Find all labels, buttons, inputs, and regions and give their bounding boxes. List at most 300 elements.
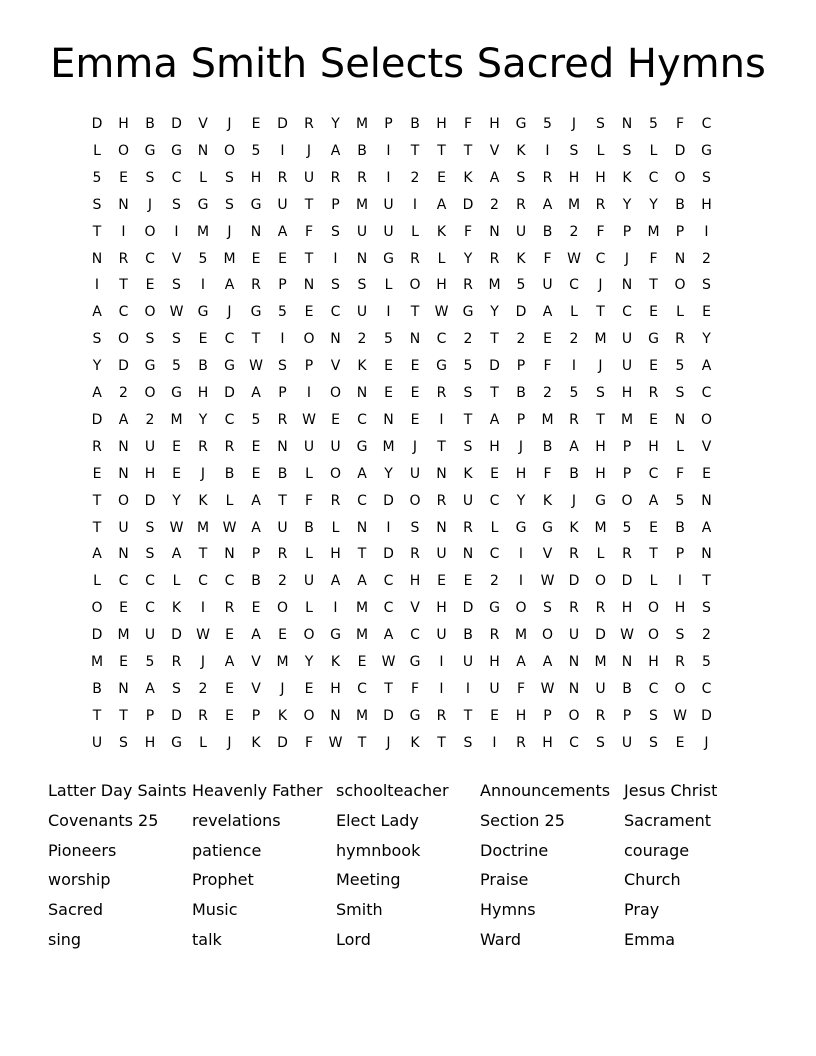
grid-letter: R bbox=[171, 654, 182, 670]
grid-letter: R bbox=[675, 654, 685, 670]
grid-letter: N bbox=[224, 546, 235, 563]
grid-letter: 2 bbox=[278, 573, 287, 590]
grid-letter: N bbox=[277, 438, 288, 455]
grid-letter: K bbox=[251, 734, 261, 751]
grid-letter: T bbox=[437, 734, 446, 751]
grid-letter: N bbox=[674, 411, 686, 428]
grid-letter: F bbox=[516, 680, 526, 697]
grid-letter: O bbox=[91, 600, 103, 617]
grid-letter: S bbox=[410, 519, 420, 536]
grid-letter: T bbox=[649, 277, 658, 294]
grid-letter: K bbox=[463, 169, 473, 186]
grid-letter: S bbox=[675, 627, 685, 644]
grid-letter: 5 bbox=[251, 411, 261, 428]
grid-letter: J bbox=[704, 734, 709, 751]
grid-letter: M bbox=[276, 654, 289, 670]
grid-letter: 2 bbox=[516, 331, 526, 348]
grid-letter: A bbox=[224, 654, 235, 670]
grid-letter: E bbox=[251, 116, 261, 132]
grid-letter: E bbox=[225, 680, 234, 697]
grid-letter: S bbox=[145, 546, 155, 563]
grid-letter: N bbox=[621, 116, 633, 132]
grid-letter: R bbox=[330, 169, 341, 186]
word-bank-item: Doctrine bbox=[480, 840, 549, 860]
grid-letter: M bbox=[196, 223, 210, 240]
grid-letter: N bbox=[197, 142, 209, 159]
grid-letter: T bbox=[92, 492, 102, 509]
grid-letter: A bbox=[489, 411, 500, 428]
grid-letter: T bbox=[92, 707, 102, 724]
grid-letter: J bbox=[412, 438, 418, 455]
grid-letter: C bbox=[224, 411, 235, 428]
grid-letter: S bbox=[463, 385, 473, 401]
grid-letter: O bbox=[647, 627, 660, 644]
grid-letter: 5 bbox=[675, 492, 685, 509]
grid-letter: M bbox=[117, 627, 130, 644]
grid-letter: U bbox=[91, 734, 103, 751]
grid-letter: R bbox=[224, 438, 235, 455]
grid-letter: M bbox=[355, 196, 369, 213]
grid-letter: E bbox=[119, 600, 128, 617]
grid-letter: G bbox=[144, 358, 156, 375]
grid-letter: H bbox=[250, 169, 262, 186]
grid-letter: O bbox=[303, 707, 315, 724]
grid-letter: C bbox=[701, 116, 712, 132]
grid-letter: G bbox=[515, 519, 527, 536]
grid-letter: Y bbox=[490, 304, 499, 321]
grid-letter: A bbox=[489, 169, 500, 186]
grid-letter: N bbox=[356, 385, 368, 401]
grid-letter: E bbox=[649, 519, 658, 536]
grid-letter: R bbox=[516, 734, 526, 751]
grid-letter: K bbox=[542, 492, 553, 509]
grid-letter: N bbox=[118, 546, 129, 563]
grid-letter: 5 bbox=[463, 358, 473, 375]
grid-letter: E bbox=[119, 654, 128, 670]
grid-letter: L bbox=[676, 304, 684, 321]
grid-letter: S bbox=[622, 142, 632, 159]
grid-letter: U bbox=[542, 277, 553, 294]
grid-letter: O bbox=[409, 492, 421, 509]
grid-letter: O bbox=[647, 600, 660, 617]
grid-letter: A bbox=[251, 492, 261, 509]
grid-letter: I bbox=[412, 196, 418, 213]
grid-letter: 5 bbox=[516, 277, 526, 294]
grid-letter: R bbox=[277, 546, 288, 563]
grid-letter: I bbox=[94, 277, 100, 294]
word-bank-item: worship bbox=[48, 870, 111, 890]
grid-letter: I bbox=[386, 169, 391, 186]
grid-letter: K bbox=[436, 223, 447, 240]
grid-letter: F bbox=[463, 223, 473, 240]
grid-letter: Y bbox=[304, 654, 314, 670]
grid-letter: G bbox=[648, 331, 659, 348]
grid-letter: P bbox=[675, 546, 685, 563]
grid-letter: Y bbox=[331, 116, 340, 132]
grid-letter: H bbox=[489, 654, 500, 670]
grid-letter: H bbox=[144, 734, 156, 751]
grid-letter: 5 bbox=[702, 654, 711, 670]
grid-letter: M bbox=[355, 707, 369, 724]
grid-letter: S bbox=[331, 223, 340, 240]
grid-letter: B bbox=[304, 519, 314, 536]
grid-letter: H bbox=[568, 169, 580, 186]
grid-letter: P bbox=[516, 411, 526, 428]
grid-letter: I bbox=[121, 223, 126, 240]
grid-letter: I bbox=[333, 250, 338, 267]
grid-letter: B bbox=[542, 438, 553, 455]
grid-letter: D bbox=[568, 573, 580, 590]
grid-letter: Y bbox=[649, 196, 658, 213]
grid-letter: P bbox=[516, 358, 526, 375]
grid-letter: N bbox=[568, 680, 580, 697]
grid-letter: K bbox=[357, 358, 367, 375]
grid-letter: A bbox=[251, 627, 261, 644]
word-bank-item: Pioneers bbox=[48, 840, 117, 860]
grid-letter: F bbox=[649, 250, 658, 267]
grid-letter: M bbox=[567, 196, 581, 213]
grid-letter: J bbox=[280, 680, 285, 697]
grid-letter: N bbox=[701, 492, 712, 509]
grid-letter: N bbox=[701, 546, 712, 563]
grid-letter: K bbox=[516, 250, 526, 267]
grid-letter: V bbox=[542, 546, 553, 563]
grid-letter: C bbox=[648, 680, 659, 697]
grid-letter: A bbox=[357, 573, 367, 590]
grid-letter: P bbox=[251, 707, 261, 724]
grid-letter: J bbox=[200, 465, 206, 482]
grid-letter: K bbox=[410, 734, 420, 751]
grid-letter: U bbox=[595, 680, 606, 697]
grid-letter: J bbox=[227, 734, 232, 751]
grid-letter: E bbox=[198, 331, 208, 348]
grid-letter: D bbox=[91, 627, 103, 644]
grid-letter: R bbox=[224, 600, 235, 617]
grid-letter: B bbox=[357, 142, 367, 159]
grid-letter: K bbox=[569, 519, 579, 536]
grid-letter: 2 bbox=[490, 573, 499, 590]
grid-letter: L bbox=[199, 734, 207, 751]
grid-letter: W bbox=[673, 707, 687, 724]
grid-letter: H bbox=[409, 573, 421, 590]
grid-letter: U bbox=[330, 438, 341, 455]
grid-letter: O bbox=[674, 680, 686, 697]
grid-letter: P bbox=[622, 438, 632, 455]
grid-letter: C bbox=[489, 492, 500, 509]
grid-letter: P bbox=[675, 223, 685, 240]
grid-letter: 5 bbox=[675, 358, 685, 375]
grid-letter: F bbox=[304, 734, 314, 751]
grid-letter: G bbox=[409, 707, 421, 724]
grid-letter: U bbox=[462, 654, 474, 670]
word-bank-item: Covenants 25 bbox=[48, 810, 159, 830]
grid-letter: R bbox=[489, 250, 500, 267]
grid-letter: C bbox=[171, 169, 182, 186]
grid-letter: M bbox=[541, 411, 554, 428]
grid-letter: 5 bbox=[145, 654, 155, 670]
word-bank-item: Sacred bbox=[48, 900, 103, 920]
grid-letter: R bbox=[357, 169, 367, 186]
grid-letter: O bbox=[144, 304, 156, 321]
grid-letter: N bbox=[118, 680, 129, 697]
grid-letter: C bbox=[118, 304, 129, 321]
grid-letter: M bbox=[196, 519, 210, 536]
grid-letter: S bbox=[649, 707, 658, 724]
grid-letter: 2 bbox=[463, 331, 473, 348]
grid-letter: S bbox=[702, 600, 711, 617]
grid-letter: A bbox=[277, 223, 288, 240]
grid-letter: O bbox=[303, 627, 315, 644]
grid-letter: G bbox=[171, 142, 182, 159]
grid-letter: 5 bbox=[622, 519, 632, 536]
grid-letter: V bbox=[171, 250, 182, 267]
grid-letter: 5 bbox=[649, 116, 658, 132]
grid-letter: N bbox=[118, 438, 129, 455]
grid-letter: D bbox=[277, 734, 288, 751]
grid-letter: R bbox=[436, 707, 447, 724]
grid-letter: A bbox=[542, 304, 553, 321]
grid-letter: M bbox=[514, 627, 528, 644]
grid-letter: G bbox=[144, 142, 156, 159]
grid-letter: C bbox=[489, 546, 500, 563]
grid-letter: S bbox=[119, 734, 128, 751]
grid-letter: F bbox=[675, 465, 685, 482]
grid-letter: R bbox=[675, 331, 685, 348]
grid-letter: N bbox=[674, 250, 686, 267]
grid-letter: C bbox=[357, 680, 367, 697]
grid-letter: L bbox=[384, 277, 393, 294]
grid-letter: A bbox=[701, 358, 712, 375]
grid-letter: G bbox=[250, 196, 262, 213]
word-bank-item: Lord bbox=[336, 930, 371, 949]
grid-letter: U bbox=[277, 519, 288, 536]
grid-letter: T bbox=[304, 196, 314, 213]
grid-letter: C bbox=[569, 734, 579, 751]
page-title: Emma Smith Selects Sacred Hymns bbox=[50, 41, 766, 87]
grid-letter: 5 bbox=[278, 304, 287, 321]
grid-letter: N bbox=[436, 519, 447, 536]
grid-letter: A bbox=[92, 546, 102, 563]
grid-letter: E bbox=[649, 358, 658, 375]
grid-letter: I bbox=[386, 142, 391, 159]
grid-letter: T bbox=[278, 492, 287, 509]
grid-letter: P bbox=[384, 116, 393, 132]
grid-letter: C bbox=[118, 573, 129, 590]
grid-letter: W bbox=[169, 304, 184, 321]
grid-letter: O bbox=[409, 277, 421, 294]
grid-letter: T bbox=[463, 142, 473, 159]
grid-letter: U bbox=[144, 438, 156, 455]
word-bank-item: Heavenly Father bbox=[192, 781, 323, 800]
grid-letter: 2 bbox=[569, 331, 579, 348]
grid-letter: R bbox=[410, 250, 420, 267]
word-bank-item: Smith bbox=[336, 900, 383, 920]
grid-letter: E bbox=[702, 304, 711, 321]
grid-letter: E bbox=[357, 654, 367, 670]
word-bank-item: Music bbox=[192, 900, 238, 920]
grid-letter: C bbox=[410, 627, 420, 644]
grid-letter: E bbox=[172, 465, 181, 482]
grid-letter: A bbox=[330, 142, 341, 159]
grid-letter: W bbox=[222, 519, 237, 536]
grid-letter: O bbox=[329, 385, 342, 401]
grid-letter: A bbox=[145, 680, 155, 697]
grid-letter: L bbox=[596, 142, 605, 159]
grid-letter: C bbox=[383, 573, 394, 590]
grid-letter: E bbox=[172, 438, 181, 455]
grid-letter: I bbox=[386, 519, 391, 536]
grid-letter: H bbox=[330, 680, 341, 697]
grid-letter: G bbox=[250, 304, 262, 321]
grid-letter: M bbox=[90, 654, 104, 670]
grid-letter: G bbox=[197, 196, 209, 213]
word-bank-item: Section 25 bbox=[480, 810, 565, 830]
grid-letter: T bbox=[490, 385, 499, 401]
grid-letter: H bbox=[648, 654, 659, 670]
grid-letter: E bbox=[119, 169, 128, 186]
grid-letter: N bbox=[568, 654, 580, 670]
grid-letter: L bbox=[199, 169, 207, 186]
grid-letter: B bbox=[675, 196, 685, 213]
grid-letter: U bbox=[303, 169, 315, 186]
grid-letter: L bbox=[649, 573, 658, 590]
grid-letter: 2 bbox=[543, 385, 552, 401]
grid-letter: T bbox=[119, 277, 128, 294]
grid-letter: Y bbox=[172, 492, 181, 509]
grid-letter: R bbox=[595, 707, 606, 724]
grid-letter: B bbox=[251, 573, 261, 590]
grid-letter: E bbox=[384, 358, 393, 375]
grid-letter: E bbox=[490, 465, 499, 482]
grid-letter: F bbox=[543, 358, 552, 375]
grid-letter: V bbox=[701, 438, 712, 455]
word-bank-item: Announcements bbox=[480, 781, 611, 800]
grid-letter: K bbox=[330, 654, 341, 670]
grid-letter: B bbox=[410, 116, 420, 132]
grid-letter: S bbox=[702, 277, 711, 294]
grid-letter: R bbox=[569, 600, 579, 617]
grid-letter: R bbox=[330, 492, 341, 509]
grid-letter: S bbox=[92, 196, 102, 213]
grid-letter: R bbox=[463, 519, 473, 536]
grid-letter: W bbox=[169, 519, 184, 536]
grid-letter: C bbox=[622, 304, 632, 321]
grid-letter: 5 bbox=[384, 331, 393, 348]
grid-letter: A bbox=[171, 546, 182, 563]
grid-letter: H bbox=[436, 600, 447, 617]
grid-letter: R bbox=[622, 546, 632, 563]
grid-letter: G bbox=[489, 600, 500, 617]
grid-letter: P bbox=[278, 277, 287, 294]
grid-letter: H bbox=[595, 169, 606, 186]
grid-letter: I bbox=[492, 734, 497, 751]
grid-letter: S bbox=[463, 734, 473, 751]
grid-letter: T bbox=[596, 304, 605, 321]
grid-letter: O bbox=[223, 142, 236, 159]
word-bank-item: Church bbox=[624, 870, 681, 890]
grid-letter: D bbox=[171, 707, 182, 724]
grid-letter: B bbox=[622, 680, 632, 697]
grid-letter: E bbox=[92, 465, 102, 482]
word-bank-item: talk bbox=[192, 930, 222, 949]
grid-letter: K bbox=[277, 707, 288, 724]
grid-letter: I bbox=[704, 223, 709, 240]
grid-letter: 2 bbox=[490, 196, 499, 213]
grid-letter: A bbox=[542, 654, 553, 670]
grid-letter: D bbox=[171, 627, 182, 644]
grid-letter: 5 bbox=[92, 169, 102, 186]
word-bank-item: Praise bbox=[480, 870, 529, 890]
grid-letter: 5 bbox=[251, 142, 261, 159]
grid-letter: D bbox=[171, 116, 182, 132]
grid-letter: Y bbox=[516, 492, 526, 509]
grid-letter: L bbox=[305, 465, 313, 482]
grid-letter: H bbox=[489, 438, 500, 455]
grid-letter: B bbox=[224, 465, 235, 482]
grid-letter: L bbox=[305, 600, 313, 617]
grid-letter: W bbox=[540, 573, 555, 590]
word-bank-item: Emma bbox=[624, 930, 676, 949]
grid-letter: Y bbox=[622, 196, 632, 213]
grid-letter: D bbox=[462, 196, 474, 213]
grid-letter: D bbox=[277, 116, 288, 132]
grid-letter: H bbox=[621, 385, 633, 401]
grid-letter: H bbox=[701, 196, 712, 213]
grid-letter: J bbox=[147, 196, 153, 213]
grid-letter: U bbox=[409, 465, 421, 482]
grid-letter: D bbox=[91, 411, 103, 428]
grid-letter: W bbox=[567, 250, 581, 267]
grid-letter: T bbox=[92, 223, 102, 240]
grid-letter: C bbox=[701, 385, 712, 401]
grid-letter: N bbox=[356, 250, 368, 267]
grid-letter: S bbox=[145, 169, 155, 186]
grid-letter: C bbox=[224, 573, 235, 590]
grid-letter: U bbox=[144, 627, 156, 644]
grid-letter: R bbox=[648, 385, 659, 401]
grid-letter: L bbox=[437, 250, 446, 267]
grid-letter: D bbox=[383, 546, 394, 563]
grid-letter: T bbox=[251, 331, 261, 348]
grid-letter: S bbox=[463, 438, 473, 455]
grid-letter: T bbox=[437, 142, 446, 159]
grid-letter: E bbox=[384, 385, 393, 401]
grid-letter: U bbox=[356, 223, 368, 240]
grid-letter: A bbox=[118, 411, 129, 428]
grid-letter: T bbox=[357, 734, 367, 751]
grid-letter: J bbox=[227, 304, 232, 321]
grid-letter: M bbox=[594, 654, 607, 670]
grid-letter: D bbox=[224, 385, 235, 401]
grid-letter: N bbox=[621, 654, 633, 670]
grid-letter: V bbox=[251, 680, 261, 697]
grid-letter: L bbox=[331, 519, 340, 536]
grid-letter: B bbox=[277, 465, 288, 482]
grid-letter: A bbox=[701, 519, 712, 536]
grid-letter: M bbox=[170, 411, 183, 428]
word-bank-item: Sacrament bbox=[624, 810, 711, 830]
grid-letter: S bbox=[172, 196, 181, 213]
grid-letter: I bbox=[439, 680, 444, 697]
grid-letter: C bbox=[383, 600, 394, 617]
grid-letter: N bbox=[489, 223, 500, 240]
grid-letter: I bbox=[439, 411, 444, 428]
grid-letter: R bbox=[410, 546, 420, 563]
grid-letter: R bbox=[92, 438, 102, 455]
word-bank-item: Hymns bbox=[480, 900, 536, 920]
grid-letter: R bbox=[118, 250, 129, 267]
grid-letter: G bbox=[171, 385, 182, 401]
